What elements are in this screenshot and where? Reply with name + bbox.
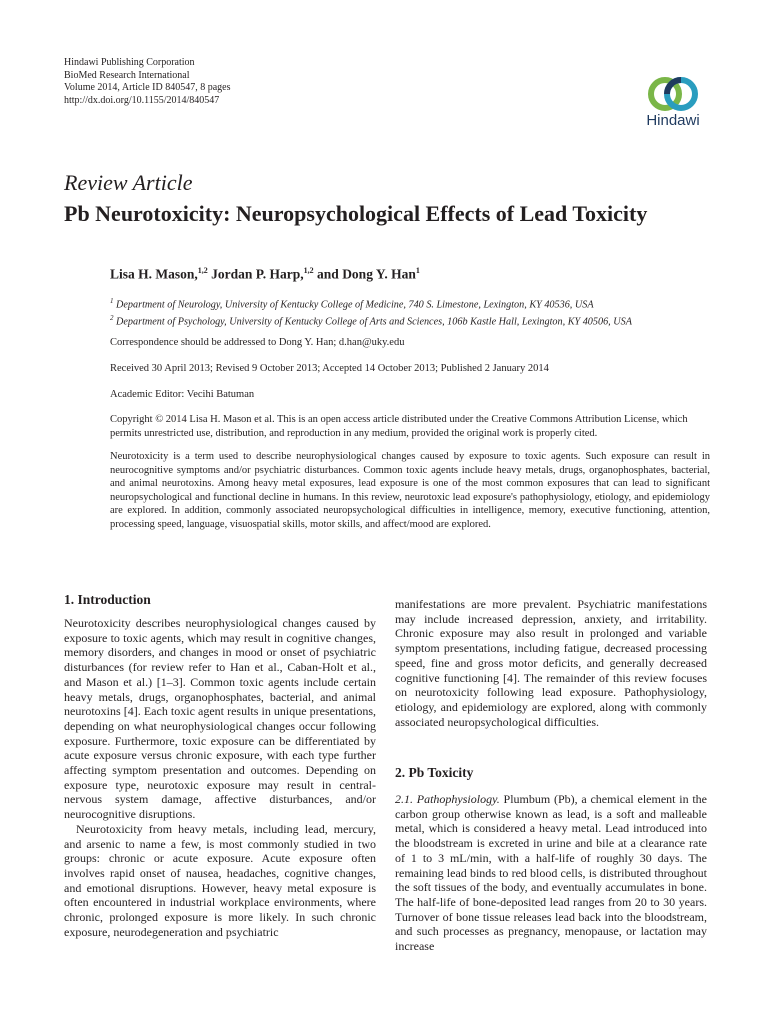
author-affil-sup: 1	[415, 266, 420, 275]
publisher: Hindawi Publishing Corporation	[64, 57, 195, 68]
doi-link[interactable]: http://dx.doi.org/10.1155/2014/840547	[64, 94, 220, 106]
section-heading: 2. Pb Toxicity	[395, 765, 474, 780]
affiliation	[110, 314, 632, 327]
copyright-notice: Copyright © 2014 Lisa H. Mason et al. This is an open access article distributed under the Creative Commons Attribution License, which permits unrestricted use, distribution, and reproduction in any medium, provided the original work is properly cited.	[110, 414, 688, 439]
right-column-pb	[395, 792, 707, 954]
right-column	[395, 597, 707, 729]
abstract: Neurotoxicity is a term used to describe neurophysiological changes caused by exposure to toxic agents. Such exposure can result in neurocognitive symptoms and/or psychiatric disturbances. Common toxic agents include heavy metals, drugs, organophosphates, bacterial, and animal neurotoxins. Among heavy metal exposures, lead exposure is one of the most common exposures that can lead to significant neuropsychological and functional decline in humans. In this review, neurotoxic lead exposure's pathophysiology, etiology, and epidemiology are explored. In addition, commonly associated neuropsychological difficulties in intelligence, memory, executive functioning, attention, processing speed, language, visuospatial skills, motor skills, and affect/mood are explored.	[110, 451, 710, 530]
correspondence: Correspondence should be addressed to Dong Y. Han; d.han@uky.edu	[110, 337, 405, 348]
affiliation	[110, 297, 594, 310]
article-title: Pb Neurotoxicity: Neuropsychological Effects of Lead Toxicity	[64, 201, 648, 226]
author-list	[110, 266, 420, 283]
paragraph: manifestations are more prevalent. Psychiatric manifestations may include increased depression, anxiety, and irritability. Chronic exposure may also result in prolonged and variable symptom presentations, including fatigue, decreased processing speed, fine and gross motor deficits, and generally decreased cognitive functioning [4]. The remainder of this review focuses on neurotoxicity following lead exposure. Pathophysiology, etiology, and epidemiology are explored, along with commonly associated neuropsychological difficulties.	[395, 597, 707, 729]
academic-editor: Academic Editor: Vecihi Batuman	[110, 389, 255, 400]
paragraph-text: Plumbum (Pb), a chemical element in the carbon group otherwise known as lead, is a soft and malleable metal, which is considered a heavy metal. Lead introduced into the bloodstream is excreted in urine and bile at a clearance rate of 1 to 3 mL/min, with a half-life of roughly 30 days. The remaining lead binds to red blood cells, is distributed throughout the soft tissues of the body, and eventually accumulates in bone. The half-life of bone-deposited lead ranges from 20 to 30 years. Turnover of bone tissue releases lead back into the bloodstream, and such processes as pregnancy, menopause, or lactation may increase	[395, 792, 707, 954]
article-type: Review Article	[64, 170, 193, 195]
journal-name: BioMed Research International	[64, 69, 190, 81]
section-heading: 1. Introduction	[64, 592, 151, 607]
author-name: Jordan P. Harp,	[211, 266, 304, 282]
logo-text: Hindawi	[646, 112, 700, 129]
journal-info	[64, 57, 230, 107]
affil-sup: 1	[110, 297, 114, 305]
left-column	[64, 616, 376, 939]
affil-text: Department of Psychology, University of Kentucky College of Arts and Sciences, 106b Kastle Hall, Lexington, KY 40506, USA	[116, 316, 632, 328]
author-affil-sup: 1,2	[303, 266, 314, 275]
author-name: and Dong Y. Han	[317, 266, 416, 282]
article-dates: Received 30 April 2013; Revised 9 October 2013; Accepted 14 October 2013; Published 2 January 2014	[110, 363, 549, 374]
paragraph: Neurotoxicity describes neurophysiological changes caused by exposure to toxic agents, which may result in cognitive changes, memory disorders, and changes in mood or onset of psychiatric disturbances (for review refer to Han et al., Caban-Holt et al., and Mason et al.) [1–3]. Common toxic agents include certain heavy metals, drugs, organophosphates, bacterial, and animal neurotoxins [4]. Each toxic agent results in unique presentations, depending on what neurophysiological changes occur following exposure. Furthermore, toxic exposure can be differentiated by acute exposure versus chronic exposure, with each type further affecting symptom presentation and outcomes. Depending on exposure type, neurotoxic exposure may result in central-nervous system damage, affective disturbances, and/or neurocognitive disruptions.	[64, 616, 376, 822]
subsection-title: 2.1. Pathophysiology.	[395, 792, 500, 806]
paragraph: Neurotoxicity from heavy metals, including lead, mercury, and arsenic to name a few, is most commonly studied in two groups: chronic or acute exposure. Acute exposure often involves rapid onset of nausea, headaches, cognitive changes, and emotional disruptions. However, heavy metal exposure is often encountered in industrial workplace environments, where chronic, prolonged exposure is more likely. In such chronic exposure, neurodegeneration and psychiatric	[64, 821, 376, 939]
paragraph	[395, 792, 707, 954]
affil-text: Department of Neurology, University of Kentucky College of Medicine, 740 S. Limestone, Lexington, KY 40536, USA	[116, 299, 594, 311]
affil-sup: 2	[110, 314, 114, 322]
author-name: Lisa H. Mason,	[110, 266, 198, 282]
author-affil-sup: 1,2	[197, 266, 208, 275]
volume-info: Volume 2014, Article ID 840547, 8 pages	[64, 82, 231, 94]
